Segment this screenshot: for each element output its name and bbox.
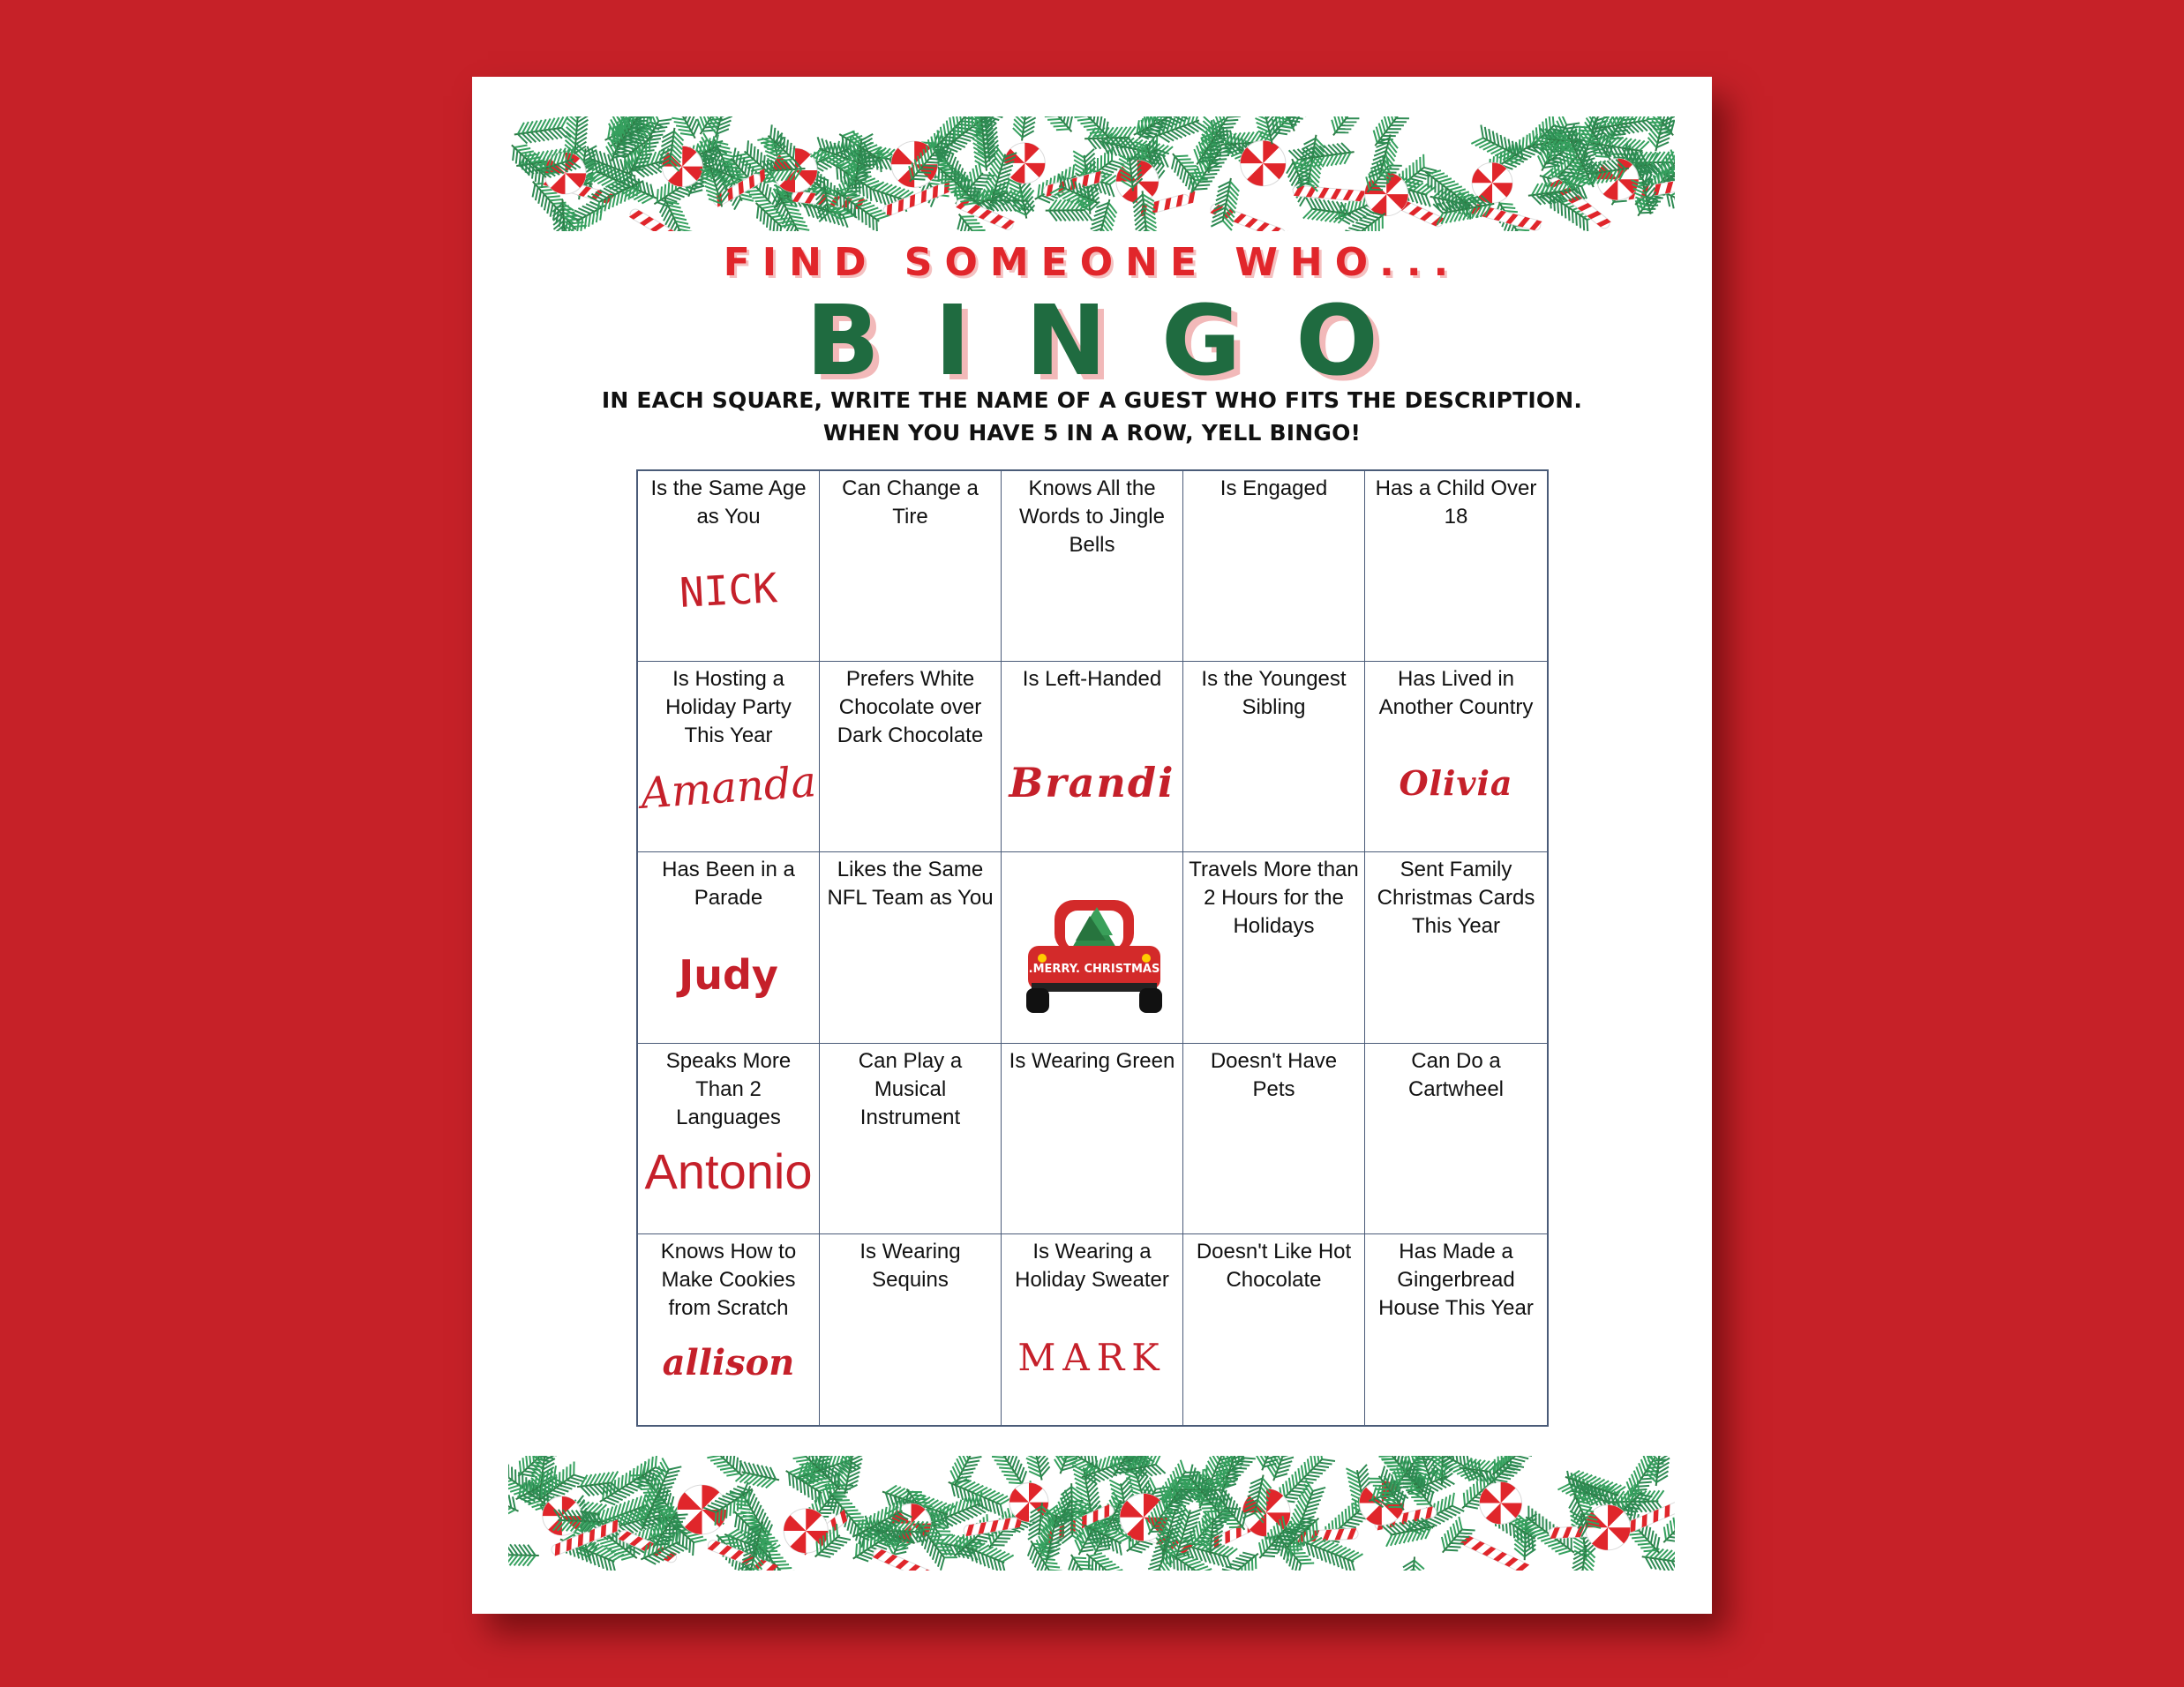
cell-prompt: Doesn't Like Hot Chocolate bbox=[1196, 1239, 1352, 1292]
bingo-cell[interactable] bbox=[1183, 471, 1365, 662]
cell-prompt: Travels More than 2 Hours for the Holidays bbox=[1189, 858, 1359, 939]
cell-prompt: Is Engaged bbox=[1220, 476, 1328, 500]
instruction-prefix: WHEN YOU HAVE 5 IN A ROW, YELL bbox=[822, 420, 1270, 446]
bingo-cell[interactable] bbox=[1365, 1044, 1547, 1234]
bingo-cell[interactable] bbox=[820, 1044, 1002, 1234]
cell-prompt: Speaks More Than 2 Languages bbox=[665, 1048, 792, 1129]
cell-name: Amanda bbox=[639, 757, 818, 820]
bingo-cell[interactable] bbox=[638, 1044, 820, 1234]
bingo-cell[interactable] bbox=[638, 1234, 820, 1425]
bingo-sheet bbox=[472, 77, 1712, 1614]
bingo-cell[interactable] bbox=[820, 471, 1002, 662]
cell-prompt: Has Been in a Parade bbox=[662, 858, 795, 911]
red-truck-icon bbox=[1019, 877, 1169, 1018]
bingo-cell[interactable] bbox=[1365, 471, 1547, 662]
cell-prompt: Can Change a Tire bbox=[842, 476, 979, 529]
cell-prompt: Is Left-Handed bbox=[1022, 667, 1162, 692]
cell-prompt: Sent Family Christmas Cards This Year bbox=[1377, 858, 1535, 939]
cell-name: allison bbox=[662, 1341, 795, 1383]
bingo-cell[interactable] bbox=[1183, 662, 1365, 852]
cell-prompt: Can Do a Cartwheel bbox=[1407, 1048, 1505, 1101]
bingo-cell[interactable] bbox=[638, 662, 820, 852]
bingo-cell[interactable] bbox=[1002, 471, 1183, 662]
instruction-suffix: ! bbox=[1350, 420, 1362, 446]
bingo-cell[interactable] bbox=[820, 662, 1002, 852]
cell-prompt: Prefers White Chocolate over Dark Chocolate bbox=[837, 667, 984, 748]
bingo-cell[interactable] bbox=[1002, 1044, 1183, 1234]
cell-prompt: Is Wearing Sequins bbox=[859, 1239, 961, 1292]
bingo-cell-free[interactable] bbox=[1002, 852, 1183, 1043]
bingo-cell[interactable] bbox=[638, 852, 820, 1043]
bingo-cell[interactable] bbox=[638, 471, 820, 662]
bingo-cell[interactable] bbox=[1002, 662, 1183, 852]
cell-prompt: Knows All the Words to Jingle Bells bbox=[1019, 476, 1165, 557]
cell-prompt: Is the Youngest Sibling bbox=[1201, 667, 1347, 720]
bingo-cell[interactable] bbox=[820, 1234, 1002, 1425]
bingo-cell[interactable] bbox=[1183, 852, 1365, 1043]
cell-prompt: Knows How to Make Cookies from Scratch bbox=[660, 1239, 797, 1320]
bingo-cell[interactable] bbox=[1183, 1044, 1365, 1234]
cell-prompt: Has Lived in Another Country bbox=[1378, 667, 1534, 720]
bingo-cell[interactable] bbox=[820, 852, 1002, 1043]
cell-prompt: Likes the Same NFL Team as You bbox=[827, 858, 994, 911]
cell-prompt: Has Made a Gingerbread House This Year bbox=[1378, 1239, 1534, 1320]
cell-prompt: Is the Same Age as You bbox=[650, 476, 807, 529]
cell-prompt: Has a Child Over 18 bbox=[1375, 476, 1537, 529]
garland-bottom bbox=[508, 1456, 1675, 1571]
cell-name: NICK bbox=[678, 564, 779, 617]
bingo-cell[interactable] bbox=[1365, 662, 1547, 852]
cell-name: Antonio bbox=[644, 1143, 813, 1199]
subtitle: FIND SOMEONE WHO... bbox=[723, 240, 1461, 285]
bingo-cell[interactable] bbox=[1002, 1234, 1183, 1425]
instruction-line-2 bbox=[472, 420, 1712, 446]
cell-name: Judy bbox=[679, 951, 778, 1000]
cell-name: Brandi bbox=[1009, 759, 1175, 807]
truck-text: .MERRY. CHRISTMAS bbox=[1028, 963, 1160, 977]
bingo-grid bbox=[636, 469, 1549, 1427]
cell-name: MARK bbox=[1017, 1335, 1167, 1379]
instruction-line-1: IN EACH SQUARE, WRITE THE NAME OF A GUEST WHO FITS THE DESCRIPTION. bbox=[601, 387, 1583, 413]
cell-prompt: Doesn't Have Pets bbox=[1210, 1048, 1338, 1101]
cell-prompt: Is Wearing Green bbox=[1009, 1048, 1175, 1073]
garland-top bbox=[508, 116, 1675, 231]
instruction-bingo: BINGO bbox=[1269, 420, 1351, 446]
bingo-cell[interactable] bbox=[1183, 1234, 1365, 1425]
bingo-cell[interactable] bbox=[1365, 852, 1547, 1043]
cell-prompt: Is Hosting a Holiday Party This Year bbox=[665, 667, 792, 748]
bingo-cell[interactable] bbox=[1365, 1234, 1547, 1425]
page-title: BINGO bbox=[806, 284, 1433, 397]
cell-name: Olivia bbox=[1399, 763, 1513, 804]
cell-prompt: Is Wearing a Holiday Sweater bbox=[1015, 1239, 1169, 1292]
cell-prompt: Can Play a Musical Instrument bbox=[858, 1048, 963, 1129]
